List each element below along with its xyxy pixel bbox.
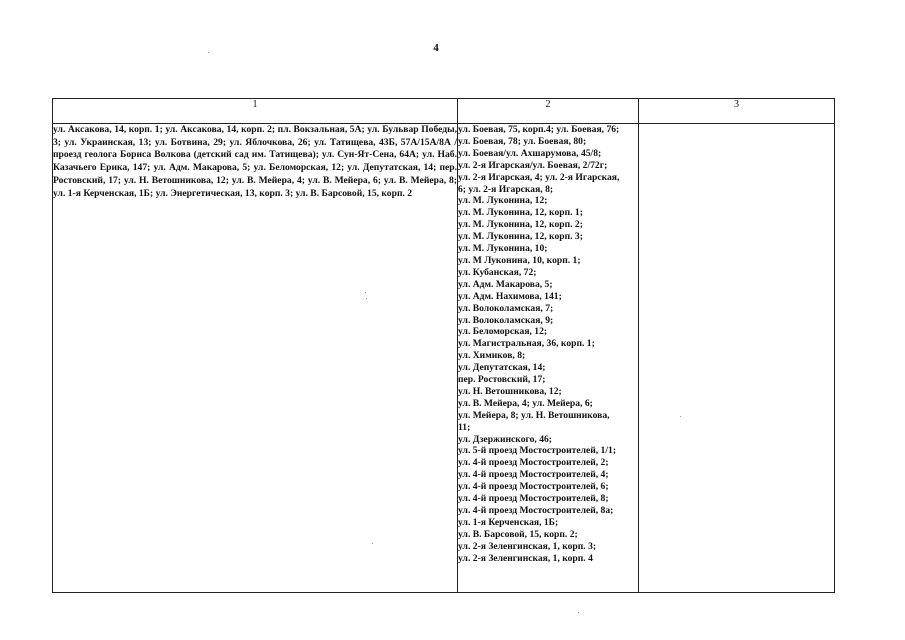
address-line: пер. Ростовский, 17; (458, 374, 546, 386)
address-line: ул. М. Луконина, 12; (458, 195, 548, 207)
address-line: ул. 4-й проезд Мостостроителей, 8а; (458, 505, 614, 516)
address-line: ул. 4-й проезд Мостостроителей, 6; (458, 481, 609, 493)
header-col-2: 2 (458, 99, 639, 124)
address-line: ул. Магистральная, 36, корп. 1; (458, 338, 595, 350)
address-line: ул. Волоколамская, 9; (458, 314, 554, 326)
address-line: ул. В. Барсовой, 15, корп. 2; (458, 528, 578, 540)
table-row (53, 124, 835, 593)
address-line: ул. 2-я Игарская, 4; ул. 2-я Игарская, (458, 171, 620, 183)
address-line: ул. 2-я Зеленгинская, 1, корп. 3; (458, 540, 597, 552)
cell-col-3-empty (639, 124, 835, 593)
address-line: ул. Боевая/ул. Ахшарумова, 45/8; (458, 147, 602, 159)
address-line: 11; (458, 421, 471, 433)
scan-speck (578, 612, 579, 613)
table-header (53, 99, 835, 124)
page-number: 4 (433, 42, 439, 54)
address-line: ул. М. Луконина, 10; (458, 243, 548, 255)
address-line: ул. Боевая, 78; ул. Боевая, 80; (458, 135, 587, 147)
table-body (53, 124, 835, 593)
address-line: ул. 1-я Керченская, 1Б; (458, 516, 559, 528)
address-line: ул. 4-й проезд Мостостроителей, 4; (458, 469, 609, 481)
scan-speck (365, 292, 366, 293)
address-table (52, 98, 835, 593)
address-line: ул. 4-й проезд Мостостроителей, 8; (458, 493, 609, 505)
address-line: ул. Беломорская, 12; (458, 326, 548, 338)
address-line: ул. 5-й проезд Мостостроителей, 1/1; (458, 445, 617, 457)
address-line: ул. Дзержинского, 46; (458, 433, 552, 445)
address-line: ул. 2-я Зеленгинская, 1, корп. 4 (458, 552, 593, 564)
header-col-3: 3 (639, 99, 835, 124)
address-line: ул. Н. Ветошникова, 12; (458, 385, 562, 397)
address-line: ул. 2-я Игарская/ул. Боевая, 2/72г; (458, 159, 608, 171)
address-line: ул. 4-й проезд Мостостроителей, 2; (458, 457, 609, 469)
scan-speck (372, 543, 373, 544)
cell-col-2-addresses (458, 124, 639, 593)
address-line: ул. М Луконина, 10, корп. 1; (458, 254, 581, 266)
address-line: ул. М. Луконина, 12, корп. 1; (458, 207, 583, 219)
address-line: 6; ул. 2-я Игарская, 8; (458, 183, 554, 195)
header-row (53, 99, 835, 124)
scan-speck (366, 298, 367, 299)
scan-speck (680, 416, 681, 417)
header-col-1: 1 (53, 99, 458, 124)
scan-speck (208, 52, 209, 53)
address-line: ул. Химиков, 8; (458, 350, 526, 362)
address-line: ул. Адм. Макарова, 5; (458, 278, 553, 290)
cell-col-1-addresses: ул. Аксакова, 14, корп. 1; ул. Аксакова, 14, корп. 2; пл. Вокзальная, 5А; ул. Бульвар Победы, 3; ул. Украинская, 13; ул. Ботвина, 29; ул. Яблочкова, 26; ул. Татищева, 43Б, 57А/15А/8А / проезд геолога Бориса Волкова (детский сад им. Татищева); ул. Сун-Ят-Сена, 64А; ул. Наб. Казачьего Ерика, 147; ул. Адм. Макарова, 5; ул. Беломорская, 12; ул. Депутатская, 14; пер. Ростовский, 17; ул. Н. Ветошникова, 12; ул. В. Мейера, 4; ул. В. Мейера, 6; ул. В. Мейера, 8; ул. 1-я Керченская, 1Б; ул. Энергетическая, 13, корп. 3; ул. В. Барсовой, 15, корп. 2 (53, 124, 458, 593)
address-line: ул. Кубанская, 72; (458, 266, 537, 278)
address-line: ул. В. Мейера, 4; ул. Мейера, 6; (458, 397, 593, 409)
address-line: ул. Адм. Нахимова, 141; (458, 290, 562, 302)
address-line: ул. Боевая, 75, корп.4; ул. Боевая, 76; (458, 124, 620, 135)
address-line: ул. Мейера, 8; ул. Н. Ветошникова, (458, 409, 610, 421)
address-line: ул. М. Луконина, 12, корп. 2; (458, 219, 583, 231)
address-line: ул. Депутатская, 14; (458, 362, 546, 374)
address-line: ул. Волоколамская, 7; (458, 302, 554, 314)
address-line: ул. М. Луконина, 12, корп. 3; (458, 231, 583, 243)
